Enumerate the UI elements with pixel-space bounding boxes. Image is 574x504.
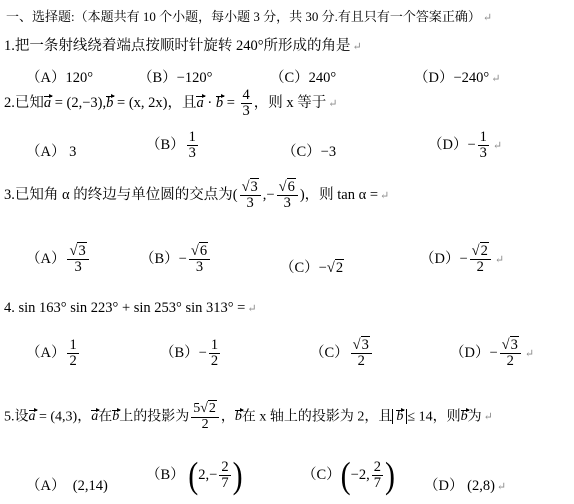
fraction: $\frac{1}{2}$	[69, 337, 77, 370]
vector-a: a	[28, 409, 36, 425]
vector-b: b	[396, 409, 404, 425]
q1-option-b[interactable]: （B）−120°	[138, 70, 213, 86]
return-mark-icon: ↵	[380, 190, 390, 203]
question-5-stem: 5.设a = (4,3)，a在b上的投影为 $\frac{5√2}{2}$ ，b在 x 轴上的投影为 2，且 b ≤ 14，则b为 ↵	[4, 401, 493, 432]
return-mark-icon: ↵	[352, 41, 362, 53]
q3-option-a[interactable]: （A） $\frac{√3}{3}$	[26, 244, 91, 275]
q4-option-a[interactable]: （A） $\frac{1}{2}$	[26, 337, 77, 370]
fraction: $\frac{√2}{2}$	[470, 244, 491, 275]
q5-option-d[interactable]: （D） (2,8) ↵	[424, 478, 507, 494]
sqrt: √3	[241, 179, 258, 195]
q5-option-b[interactable]: （B） (2,− $\frac{2}{7}$ )	[146, 454, 243, 496]
vector-b: b	[234, 409, 242, 425]
q4-option-b[interactable]: （B）− $\frac{1}{2}$	[160, 337, 219, 370]
return-mark-icon: ↵	[247, 303, 257, 315]
q4-option-d[interactable]: （D）− $\frac{√3}{2}$ ↵	[450, 337, 535, 370]
fraction: $\frac{√3}{3}$	[67, 244, 88, 275]
q3-option-b[interactable]: （B）− $\frac{√6}{3}$	[140, 244, 212, 275]
sqrt: √2	[471, 243, 488, 259]
q2-option-a[interactable]: （A） 3	[26, 144, 77, 160]
vector-a: a	[43, 95, 52, 112]
question-4-stem: 4. sin 163° sin 223° + sin 253° sin 313° = ↵	[4, 300, 257, 316]
fraction: $\frac{√3}{3}$	[240, 180, 261, 211]
return-mark-icon: ↵	[496, 481, 507, 493]
q3-option-d[interactable]: （D）− $\frac{√2}{2}$ ↵	[420, 243, 505, 276]
vector-b: b	[215, 95, 224, 112]
question-2-stem: 2.已知a = (2,−3),b = (x, 2x)，且a · b = $\frac{4}{3}$ ，则 x 等于 ↵	[4, 87, 338, 120]
sqrt: √6	[190, 243, 208, 259]
fraction: $\frac{2}{7}$	[373, 459, 381, 492]
q1-option-d[interactable]: （D）−240° ↵	[414, 70, 501, 86]
return-mark-icon: ↵	[328, 98, 338, 111]
absolute-value	[392, 409, 407, 424]
vector-b: b	[106, 95, 114, 112]
return-mark-icon: ↵	[482, 12, 493, 24]
fraction: $\frac{1}{2}$	[210, 337, 219, 370]
q2-option-b[interactable]: （B） $\frac{1}{3}$	[146, 129, 196, 162]
question-1-stem: 1.把一条射线绕着端点按顺时针旋转 240°所形成的角是 ↵	[4, 38, 362, 54]
sqrt: √2	[326, 260, 344, 276]
section-title: 一、选择题:（本题共有 10 个小题，每小题 3 分，共 30 分.有且只有一个答案正确） ↵	[6, 9, 493, 24]
sqrt: √6	[278, 179, 295, 195]
fraction: $\frac{√6}{3}$	[277, 180, 298, 211]
fraction: $\frac{√6}{3}$	[189, 244, 210, 275]
fraction: $\frac{5√2}{2}$	[191, 402, 219, 432]
q5-option-c[interactable]: （C）(−2, $\frac{2}{7}$ )	[302, 454, 395, 496]
return-mark-icon: ↵	[492, 140, 503, 153]
fraction: $\frac{√3}{2}$	[500, 338, 521, 369]
q2-option-d[interactable]: （D）− $\frac{1}{3}$ ↵	[428, 129, 503, 162]
sqrt: √3	[501, 337, 518, 353]
return-mark-icon: ↵	[491, 73, 501, 85]
sqrt: √3	[352, 337, 369, 353]
q4-option-c[interactable]: （C） $\frac{√3}{2}$	[310, 338, 374, 369]
fraction: $\frac{1}{3}$	[188, 129, 196, 162]
return-mark-icon: ↵	[524, 348, 535, 361]
vector-b: b	[112, 409, 120, 425]
sqrt: √3	[69, 243, 86, 259]
vector-a: a	[196, 95, 204, 112]
q5-option-a[interactable]: （A） (2,14)	[26, 478, 108, 494]
fraction: $\frac{4}{3}$	[242, 87, 250, 120]
q1-option-a[interactable]: （A）120°	[26, 70, 94, 86]
vector-a: a	[91, 409, 99, 425]
return-mark-icon: ↵	[494, 254, 505, 267]
sqrt: √2	[200, 401, 216, 416]
return-mark-icon: ↵	[483, 411, 493, 424]
q3-option-c[interactable]: （C）−√2	[280, 260, 344, 276]
question-3-stem: 3.已知角 α 的终边与单位圆的交点为( $\frac{√3}{3}$ ,− $\frac{√6}{3}$ )，则 tan α = ↵	[4, 179, 390, 212]
fraction: $\frac{√3}{2}$	[351, 338, 372, 369]
vector-b: b	[460, 409, 468, 425]
fraction: $\frac{1}{3}$	[479, 129, 487, 162]
fraction: $\frac{2}{7}$	[221, 459, 229, 492]
q1-option-c[interactable]: （C）240°	[270, 70, 337, 86]
q2-option-c[interactable]: （C）−3	[282, 144, 337, 160]
